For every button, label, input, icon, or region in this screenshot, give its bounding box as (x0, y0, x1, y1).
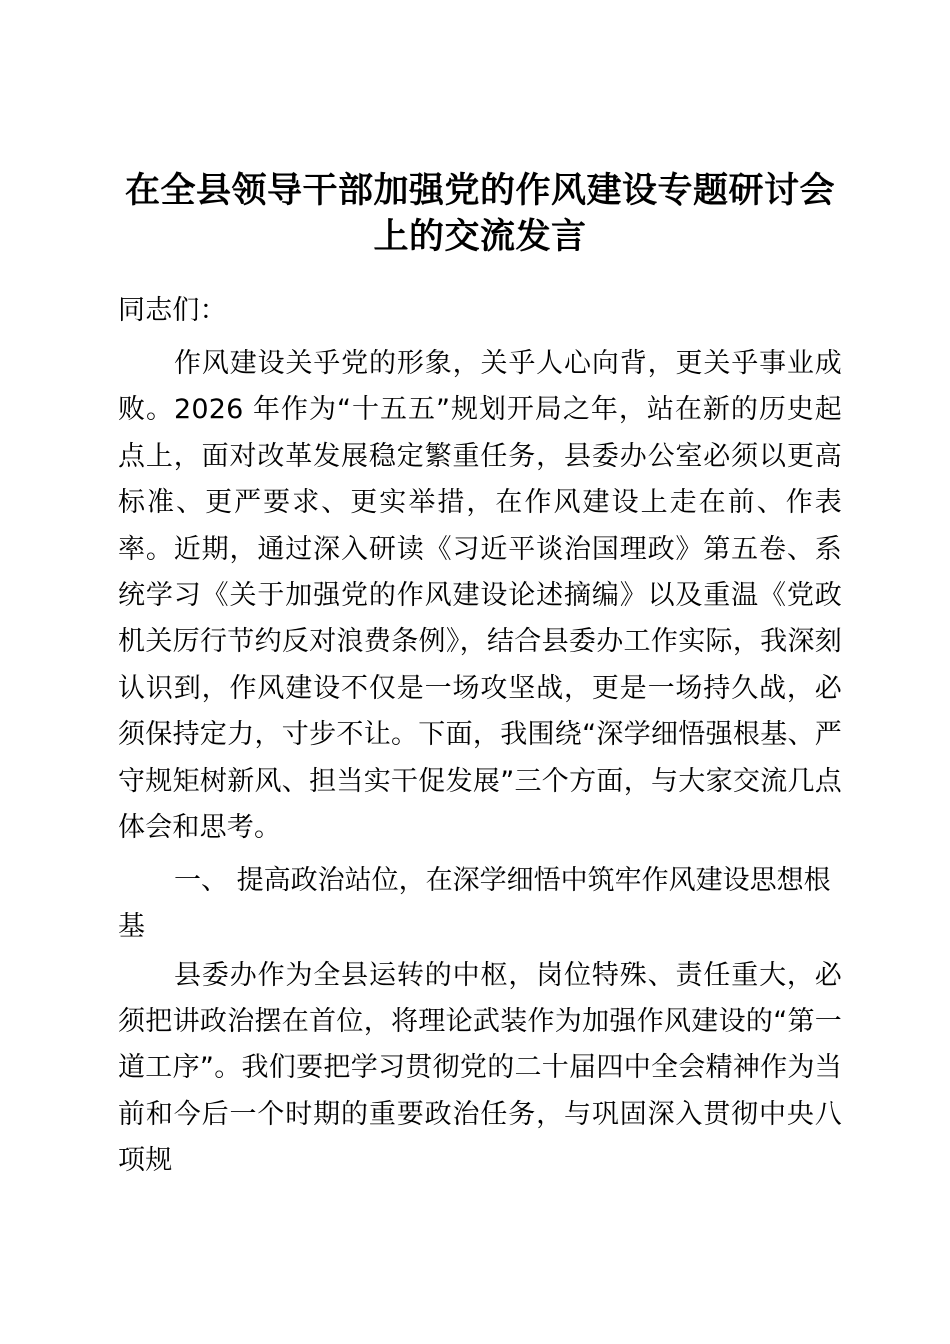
page-title: 在全县领导干部加强党的作风建设专题研讨会上的交流发言 (124, 171, 835, 258)
salutation: 同志们： (118, 295, 227, 327)
body-paragraph-1: 作风建设关乎党的形象，关乎人心向背，更关乎事业成败。2026 年作为“十五五”规划开局之年，站在新的历史起点上，面对改革发展稳定繁重任务，县委办公室必须以更高标准、更严要求、更实举措，在作风建设上走在前、作表率。近期，通过深入研读《习近平谈治国理政》第五卷、系统学习《关于加强党的作风建设论述摘编》以及重温《党政机关厉行节约反对浪费条例》，结合县委办工作实际，我深刻认识到，作风建设不仅是一场攻坚战，更是一场持久战，必须保持定力，寸步不让。下面，我围绕“深学细悟强根基、严守规矩树新风、担当实干促发展”三个方面，与大家交流几点体会和思考。 (118, 347, 842, 844)
section-one-body: 县委办作为全县运转的中枢，岗位特殊、责任重大，必须把讲政治摆在首位，将理论武装作为加强作风建设的“第一道工序”。我们要把学习贯彻党的二十届四中全会精神作为当前和今后一个时期的重要政治任务，与巩固深入贯彻中央八项规 (118, 959, 842, 1177)
section-heading-one: 一、 提高政治站位，在深学细悟中筑牢作风建设思想根基 (118, 864, 831, 943)
